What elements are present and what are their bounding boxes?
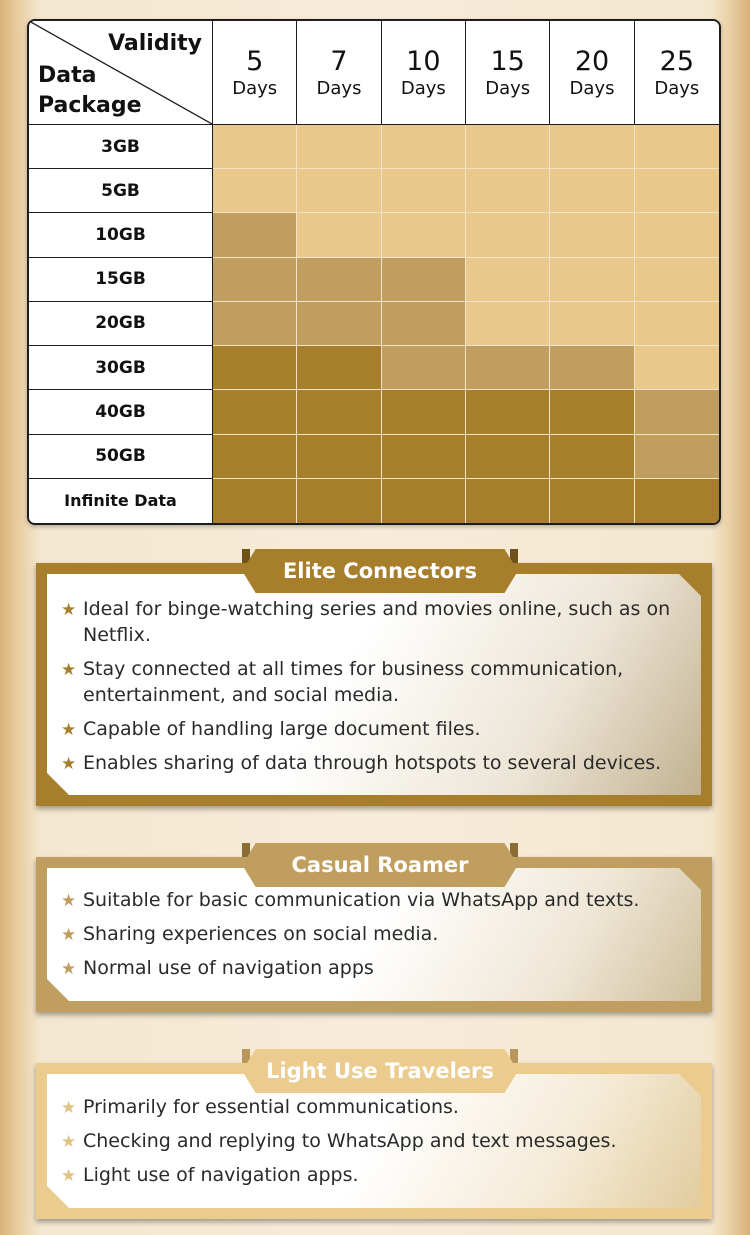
table-cell	[550, 390, 634, 434]
table-cell	[382, 213, 466, 257]
table-cell	[466, 125, 550, 169]
table-cell	[550, 169, 634, 213]
star-icon: ★	[61, 660, 77, 680]
feature-list	[61, 596, 689, 784]
list-item: ★ Ideal for binge-watching series and movies online, such as on Netflix.	[61, 598, 671, 646]
table-cell	[466, 346, 550, 390]
table-cell	[297, 213, 381, 257]
star-icon: ★	[61, 1098, 77, 1118]
days-header-25: 25 Days	[635, 21, 719, 125]
list-item: ★ Capable of handling large document files.	[61, 718, 481, 740]
star-icon: ★	[61, 891, 77, 911]
table-cell	[297, 479, 381, 523]
table-cell	[466, 213, 550, 257]
table-cell	[635, 258, 719, 302]
star-icon: ★	[61, 1132, 77, 1152]
table-cell	[382, 479, 466, 523]
table-cell	[550, 213, 634, 257]
list-item: ★ Sharing experiences on social media.	[61, 923, 439, 945]
table-cell	[466, 258, 550, 302]
table-cell	[635, 435, 719, 479]
table-cell	[550, 258, 634, 302]
table-cell	[466, 479, 550, 523]
card-title-tab	[242, 549, 518, 593]
feature-list	[61, 1094, 689, 1196]
card-title-tab	[242, 843, 518, 887]
star-icon: ★	[61, 720, 77, 740]
row-label: 20GB	[29, 302, 213, 346]
list-item: ★ Light use of navigation apps.	[61, 1164, 359, 1186]
row-label: 5GB	[29, 169, 213, 213]
days-header-15: 15 Days	[466, 21, 550, 125]
table-cell	[213, 302, 297, 346]
table-cell	[382, 169, 466, 213]
table-cell	[297, 390, 381, 434]
row-label: 30GB	[29, 346, 213, 390]
days-header-10: 10 Days	[382, 21, 466, 125]
card-title: Casual Roamer	[291, 853, 469, 877]
table-cell	[635, 390, 719, 434]
table-cell	[297, 125, 381, 169]
list-item: ★ Suitable for basic communication via WhatsApp and texts.	[61, 889, 640, 911]
table-cell	[213, 390, 297, 434]
card-title: Light Use Travelers	[266, 1059, 494, 1083]
table-cell	[382, 390, 466, 434]
table-cell	[213, 213, 297, 257]
list-item: ★ Enables sharing of data through hotspots to several devices.	[61, 752, 662, 774]
table-cell	[466, 169, 550, 213]
validity-header: Validity	[108, 31, 202, 56]
table-cell	[382, 125, 466, 169]
table-cell	[213, 346, 297, 390]
star-icon: ★	[61, 1166, 77, 1186]
table-cell	[213, 125, 297, 169]
feature-list	[61, 887, 689, 989]
table-cell	[382, 258, 466, 302]
star-icon: ★	[61, 600, 77, 620]
table-cell	[466, 390, 550, 434]
table-cell	[635, 346, 719, 390]
table-cell	[382, 302, 466, 346]
days-header-5: 5 Days	[213, 21, 297, 125]
table-cell	[213, 169, 297, 213]
row-label: Infinite Data	[29, 479, 213, 523]
table-cell	[635, 302, 719, 346]
table-cell	[550, 125, 634, 169]
row-label: 15GB	[29, 258, 213, 302]
table-cell	[550, 346, 634, 390]
row-label: 40GB	[29, 390, 213, 434]
list-item: ★ Checking and replying to WhatsApp and text messages.	[61, 1130, 617, 1152]
list-item: ★ Normal use of navigation apps	[61, 957, 374, 979]
table-cell	[297, 435, 381, 479]
card-title-tab	[242, 1049, 518, 1093]
table-cell	[297, 258, 381, 302]
star-icon: ★	[61, 925, 77, 945]
row-label: 10GB	[29, 213, 213, 257]
table-cell	[297, 169, 381, 213]
list-item: ★ Stay connected at all times for business communication, entertainment, and social media.	[61, 658, 624, 706]
row-label: 50GB	[29, 435, 213, 479]
table-cell	[297, 346, 381, 390]
data-package-table	[27, 19, 721, 525]
table-cell	[635, 213, 719, 257]
table-cell	[213, 258, 297, 302]
days-header-7: 7 Days	[297, 21, 381, 125]
table-corner-header	[29, 21, 213, 125]
table-cell	[382, 435, 466, 479]
table-cell	[466, 302, 550, 346]
table-cell	[550, 479, 634, 523]
table-cell	[635, 479, 719, 523]
table-cell	[213, 435, 297, 479]
table-cell	[550, 302, 634, 346]
card-title: Elite Connectors	[282, 559, 478, 583]
table-cell	[382, 346, 466, 390]
table-cell	[213, 479, 297, 523]
star-icon: ★	[61, 754, 77, 774]
days-header-20: 20 Days	[550, 21, 634, 125]
table-cell	[550, 435, 634, 479]
table-cell	[466, 435, 550, 479]
light-use-travelers-card	[36, 1059, 712, 1219]
list-item: ★ Primarily for essential communications.	[61, 1096, 459, 1118]
table-cell	[635, 169, 719, 213]
elite-connectors-card	[36, 559, 712, 806]
table-cell	[297, 302, 381, 346]
table-cell	[635, 125, 719, 169]
star-icon: ★	[61, 959, 77, 979]
row-label: 3GB	[29, 125, 213, 169]
data-package-header: Data Package	[38, 63, 142, 118]
casual-roamer-card	[36, 853, 712, 1012]
